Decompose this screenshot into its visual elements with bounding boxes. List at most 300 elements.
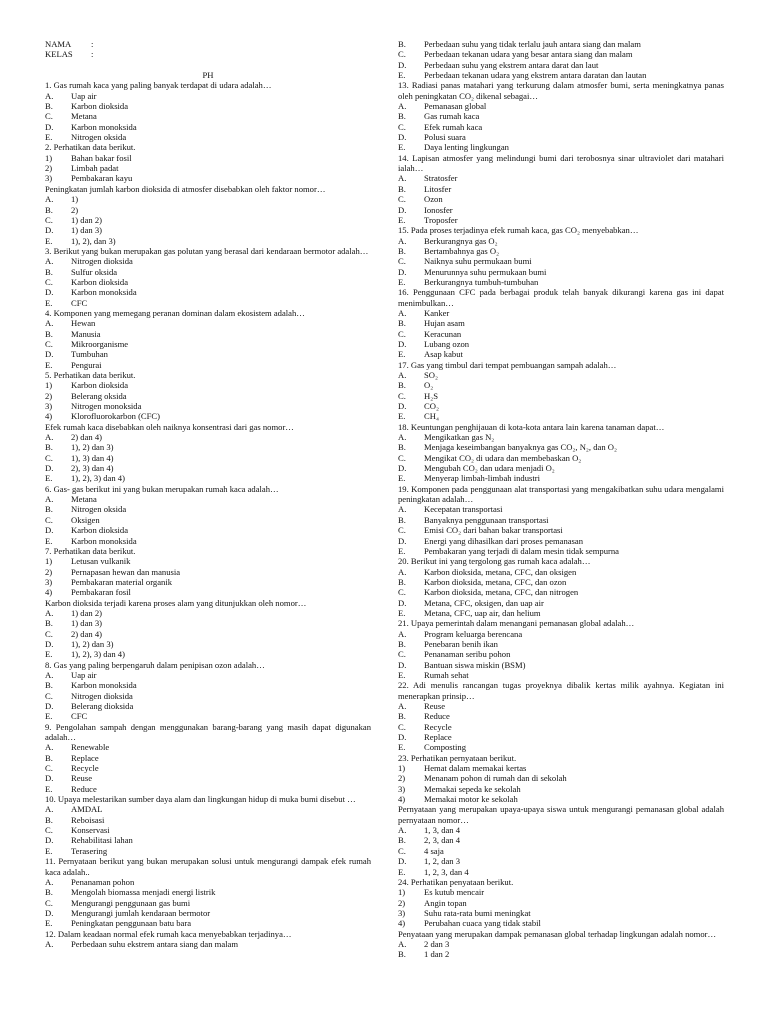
option-text: Metana xyxy=(71,111,97,122)
answer-option xyxy=(45,453,371,463)
answer-option xyxy=(45,236,371,246)
question-line: 1. Gas rumah kaca yang paling banyak terdapat di udara adalah… xyxy=(45,80,272,91)
answer-option xyxy=(398,370,724,380)
option-label: 3) xyxy=(398,907,406,918)
answer-option xyxy=(398,546,724,556)
answer-option xyxy=(45,784,371,794)
option-label: B. xyxy=(45,442,53,453)
option-label: A. xyxy=(398,825,407,836)
answer-option xyxy=(45,670,371,680)
answer-option xyxy=(398,391,724,401)
option-label: 3) xyxy=(45,401,53,412)
option-text: Troposfer xyxy=(424,214,458,225)
option-text: Mikroorganisme xyxy=(71,338,129,349)
answer-option xyxy=(45,711,371,721)
answer-option xyxy=(45,742,371,752)
answer-option xyxy=(398,908,724,918)
question-text xyxy=(45,660,371,670)
answer-option xyxy=(398,898,724,908)
option-label: 2) xyxy=(45,163,53,174)
answer-option xyxy=(45,391,371,401)
question-line: 23. Perhatikan pernyataan berikut. xyxy=(398,752,517,763)
answer-option xyxy=(398,453,724,463)
answer-option xyxy=(398,184,724,194)
option-label: E. xyxy=(45,235,53,246)
field-separator: : xyxy=(91,49,94,60)
option-label: 4) xyxy=(45,587,53,598)
answer-option xyxy=(398,773,724,783)
option-label: D. xyxy=(398,401,407,412)
field-separator: : xyxy=(91,39,94,49)
option-label: D. xyxy=(398,266,407,277)
answer-option xyxy=(45,556,371,566)
option-text: Karbon dioksida, metana, CFC, dan ozon xyxy=(424,576,567,587)
option-label: E. xyxy=(45,845,53,856)
option-text: Karbon monoksida xyxy=(71,680,137,691)
answer-option xyxy=(45,432,371,442)
question-line: Karbon dioksida terjadi karena proses alam yang ditunjukkan oleh nomor… xyxy=(45,597,307,608)
option-label: E. xyxy=(45,132,53,143)
answer-option xyxy=(398,194,724,204)
option-text: Uap air xyxy=(71,90,97,101)
option-label: D. xyxy=(398,535,407,546)
option-label: D. xyxy=(398,856,407,867)
option-text: 2), 3) dan 4) xyxy=(71,463,114,474)
option-text: Perbedaan suhu yang ekstrem antara darat dan laut xyxy=(424,59,599,70)
answer-option xyxy=(45,277,371,287)
option-text: Composting xyxy=(424,742,467,753)
answer-option xyxy=(45,442,371,452)
answer-option xyxy=(398,660,724,670)
question-line: 20. Berikut ini yang tergolong gas rumah kaca adalah… xyxy=(398,556,591,567)
option-label: D. xyxy=(45,773,54,784)
answer-option xyxy=(398,111,724,121)
option-text: 1, 2, dan 3 xyxy=(424,856,461,867)
option-text: Karbon dioksida xyxy=(71,380,129,391)
option-label: D. xyxy=(398,204,407,215)
answer-option xyxy=(398,887,724,897)
spacer xyxy=(45,60,371,70)
option-text: Keracunan xyxy=(424,328,462,339)
option-text: Menyerap limbah-limbah industri xyxy=(424,473,540,484)
paragraph-text: 11. Pernyataan berikut yang bukan merupakan solusi untuk mengurangi dampak efek rumah kaca adalah.. xyxy=(45,856,371,877)
option-label: E. xyxy=(398,214,406,225)
option-label: A. xyxy=(45,804,54,815)
option-text: Perubahan cuaca yang tidak stabil xyxy=(424,918,541,929)
option-text: Berkurangnya gas O₂ xyxy=(424,235,498,246)
option-text: Karbon dioksida xyxy=(71,525,129,536)
option-label: 2) xyxy=(45,390,53,401)
option-text: Pembakaran fosil xyxy=(71,587,131,598)
answer-option xyxy=(398,308,724,318)
option-text: Pemanasan global xyxy=(424,101,487,112)
question-text xyxy=(398,556,724,566)
option-label: C. xyxy=(398,452,406,463)
option-text: Polusi suara xyxy=(424,132,466,143)
option-text: Karbon dioksida, metana, CFC, dan nitrogen xyxy=(424,587,579,598)
option-label: C. xyxy=(398,390,406,401)
option-label: E. xyxy=(45,359,53,370)
answer-option xyxy=(45,804,371,814)
option-label: E. xyxy=(398,411,406,422)
option-label: D. xyxy=(398,338,407,349)
option-text: Rumah sehat xyxy=(424,669,469,680)
option-text: CH₄ xyxy=(424,411,439,422)
option-text: Mengurangi penggunaan gas bumi xyxy=(71,897,191,908)
option-text: Penanaman pohon xyxy=(71,876,135,887)
option-text: Menjaga keseimbangan banyaknya gas CO₂, N₂, dan O₂ xyxy=(424,442,617,453)
answer-option xyxy=(398,670,724,680)
option-text: Nitrogen monoksida xyxy=(71,401,142,412)
answer-option xyxy=(45,608,371,618)
option-label: D. xyxy=(45,287,54,298)
option-text: Reuse xyxy=(424,701,446,711)
option-label: E. xyxy=(398,473,406,484)
answer-option xyxy=(45,349,371,359)
answer-option xyxy=(45,411,371,421)
student-field xyxy=(45,39,371,49)
option-text: Sulfur oksida xyxy=(71,266,118,277)
question-line: 12. Dalam keadaan normal efek rumah kaca menyebabkan terjadinya… xyxy=(45,928,292,939)
option-label: C. xyxy=(45,276,53,287)
question-paragraph xyxy=(398,153,724,174)
answer-option xyxy=(398,349,724,359)
answer-option xyxy=(45,691,371,701)
answer-option xyxy=(45,939,371,949)
answer-option xyxy=(45,918,371,928)
option-label: A. xyxy=(398,307,407,318)
question-line: 17. Gas yang timbul dari tempat pembuangan sampah adalah… xyxy=(398,359,617,370)
option-text: Litosfer xyxy=(424,183,452,194)
option-text: Perbedaan tekanan udara yang ekstrem antara daratan dan lautan xyxy=(424,70,647,81)
question-paragraph xyxy=(45,856,371,877)
option-label: D. xyxy=(398,132,407,143)
question-text xyxy=(45,929,371,939)
paragraph-text: 13. Radiasi panas matahari yang terkurung dalam atmosfer bumi, serta meningkatnya panas oleh peningkatan CO₂ dikenal sebagai… xyxy=(398,80,724,101)
option-text: 1 dan 2 xyxy=(424,949,450,960)
option-label: 2) xyxy=(398,773,406,784)
option-label: A. xyxy=(45,494,54,505)
option-text: Pernapasan hewan dan manusia xyxy=(71,566,181,577)
answer-option xyxy=(398,142,724,152)
option-text: Klorofluorokarbon (CFC) xyxy=(71,411,161,422)
option-label: D. xyxy=(398,463,407,474)
answer-option xyxy=(398,267,724,277)
field-label: KELAS xyxy=(45,49,73,60)
option-text: Program keluarga berencana xyxy=(424,628,523,639)
option-label: A. xyxy=(398,173,407,184)
option-text: 1), 2) dan 3) xyxy=(71,442,114,453)
answer-option xyxy=(45,173,371,183)
option-label: E. xyxy=(398,866,406,877)
option-text: Recycle xyxy=(424,721,452,732)
question-line: 6. Gas- gas berikut ini yang bukan merupakan rumah kaca adalah… xyxy=(45,483,279,494)
option-text: Kanker xyxy=(424,307,450,318)
answer-option xyxy=(45,649,371,659)
option-text: Suhu rata-rata bumi meningkat xyxy=(424,907,531,918)
option-label: A. xyxy=(398,938,407,949)
answer-option xyxy=(45,629,371,639)
option-text: 1) dan 3) xyxy=(71,618,103,629)
option-label: C. xyxy=(398,525,406,536)
option-label: 4) xyxy=(398,918,406,929)
answer-option xyxy=(45,515,371,525)
option-text: Pembakaran material organik xyxy=(71,576,173,587)
option-text: Recycle xyxy=(71,763,99,774)
answer-option xyxy=(45,815,371,825)
option-text: 2, 3, dan 4 xyxy=(424,835,461,846)
option-label: C. xyxy=(45,111,53,122)
question-text xyxy=(398,618,724,628)
answer-option xyxy=(398,236,724,246)
option-text: O₂ xyxy=(424,380,434,391)
answer-option xyxy=(45,701,371,711)
question-text xyxy=(398,753,724,763)
section-title xyxy=(45,70,371,80)
option-label: C. xyxy=(45,897,53,908)
option-label: C. xyxy=(398,328,406,339)
option-text: Reduce xyxy=(71,783,97,794)
paragraph-text: Pernyataan yang merupakan upaya-upaya siswa untuk mengurangi pemanasan global adalah pernyataan nomor… xyxy=(398,804,724,825)
option-text: Es kutub mencair xyxy=(424,887,485,898)
option-label: B. xyxy=(398,638,406,649)
question-text xyxy=(45,598,371,608)
option-text: Karbon dioksida xyxy=(71,101,129,112)
option-label: A. xyxy=(45,432,54,443)
option-label: 4) xyxy=(398,794,406,805)
answer-option xyxy=(45,267,371,277)
option-text: Karbon dioksida, metana, CFC, dan oksigen xyxy=(424,566,577,577)
option-label: C. xyxy=(45,338,53,349)
option-label: A. xyxy=(45,318,54,329)
option-label: B. xyxy=(45,618,53,629)
option-text: Berkurangnya tumbuh-tumbuhan xyxy=(424,276,539,287)
option-text: 1) dan 2) xyxy=(71,607,103,618)
option-label: A. xyxy=(45,938,54,949)
option-label: D. xyxy=(45,525,54,536)
question-paragraph xyxy=(45,722,371,743)
option-label: 4) xyxy=(45,411,53,422)
answer-option xyxy=(398,432,724,442)
option-text: Belerang dioksida xyxy=(71,701,134,711)
option-text: Renewable xyxy=(71,742,110,753)
option-label: E. xyxy=(398,742,406,753)
option-label: C. xyxy=(45,514,53,525)
option-label: B. xyxy=(45,814,53,825)
option-text: Nitrogen oksida xyxy=(71,132,127,143)
option-text: Penanaman seribu pohon xyxy=(424,649,511,660)
answer-option xyxy=(398,318,724,328)
paragraph-text: 16. Penggunaan CFC pada berbagai produk telah banyak dikurangi karena gas ini dapat menimbulkan… xyxy=(398,287,724,308)
answer-option xyxy=(45,525,371,535)
option-text: H₂S xyxy=(424,390,438,401)
option-text: Metana, CFC, oksigen, dan uap air xyxy=(424,597,544,608)
option-text: Memakai motor ke sekolah xyxy=(424,794,518,805)
option-text: 1) dan 3) xyxy=(71,225,103,236)
option-text: Mengolah biomassa menjadi energi listrik xyxy=(71,887,216,898)
option-text: Letusan vulkanik xyxy=(71,556,131,567)
option-label: E. xyxy=(45,535,53,546)
option-label: 1) xyxy=(398,763,406,774)
question-line: 21. Upaya pemerintah dalam menangani pemanasan global adalah… xyxy=(398,618,635,629)
option-label: A. xyxy=(45,194,54,205)
answer-option xyxy=(45,618,371,628)
answer-option xyxy=(398,722,724,732)
answer-option xyxy=(45,298,371,308)
paragraph-text: 9. Pengolahan sampah dengan menggunakan barang-barang yang masih dapat digunakan adalah… xyxy=(45,721,371,743)
answer-option xyxy=(45,360,371,370)
option-label: D. xyxy=(398,732,407,743)
option-text: Efek rumah kaca xyxy=(424,121,483,132)
answer-option xyxy=(45,898,371,908)
option-text: Karbon monoksida xyxy=(71,535,137,546)
answer-option xyxy=(398,49,724,59)
option-label: C. xyxy=(398,649,406,660)
question-text xyxy=(45,422,371,432)
answer-option xyxy=(398,732,724,742)
answer-option xyxy=(45,215,371,225)
option-text: Naiknya suhu permukaan bumi xyxy=(424,256,532,267)
option-label: C. xyxy=(398,845,406,856)
answer-option xyxy=(398,60,724,70)
question-text xyxy=(45,484,371,494)
option-label: 1) xyxy=(45,556,53,567)
option-label: A. xyxy=(45,607,54,618)
option-text: 1), 2), dan 3) xyxy=(71,235,116,246)
option-label: B. xyxy=(398,835,406,846)
option-text: 2) dan 4) xyxy=(71,432,103,443)
question-text xyxy=(45,142,371,152)
option-label: B. xyxy=(398,111,406,122)
option-text: Kecepatan transportasi xyxy=(424,504,503,515)
question-line: 7. Perhatikan data berikut. xyxy=(45,545,136,556)
answer-option xyxy=(45,639,371,649)
option-label: B. xyxy=(45,504,53,515)
option-text: Nitrogen dioksida xyxy=(71,690,133,701)
option-text: Menanam pohon di rumah dan di sekolah xyxy=(424,773,567,784)
option-text: 1, 2, 3, dan 4 xyxy=(424,866,469,877)
option-text: Terasering xyxy=(71,845,108,856)
option-label: B. xyxy=(398,514,406,525)
option-label: A. xyxy=(45,669,54,680)
option-label: A. xyxy=(45,256,54,267)
answer-option xyxy=(398,742,724,752)
answer-option xyxy=(398,380,724,390)
option-text: Angin topan xyxy=(424,897,467,908)
answer-option xyxy=(45,194,371,204)
option-text: Hujan asam xyxy=(424,318,465,329)
option-text: Memakai sepeda ke sekolah xyxy=(424,783,521,794)
answer-option xyxy=(45,577,371,587)
answer-option xyxy=(398,939,724,949)
option-label: D. xyxy=(45,907,54,918)
option-label: B. xyxy=(398,442,406,453)
answer-option xyxy=(45,908,371,918)
option-label: B. xyxy=(398,183,406,194)
answer-option xyxy=(45,887,371,897)
answer-option xyxy=(45,536,371,546)
answer-option xyxy=(398,463,724,473)
option-text: 1, 3, dan 4 xyxy=(424,825,461,836)
question-text xyxy=(398,225,724,235)
answer-option xyxy=(398,411,724,421)
option-label: D. xyxy=(398,597,407,608)
option-text: Bantuan siswa miskin (BSM) xyxy=(424,659,526,670)
question-text xyxy=(45,308,371,318)
answer-option xyxy=(398,867,724,877)
option-text: Tumbuhan xyxy=(71,349,108,360)
question-paragraph xyxy=(398,484,724,505)
option-label: C. xyxy=(398,256,406,267)
left-column xyxy=(45,39,371,949)
answer-option xyxy=(398,629,724,639)
student-field xyxy=(45,49,371,59)
option-label: D. xyxy=(45,121,54,132)
answer-option xyxy=(398,711,724,721)
option-label: A. xyxy=(398,504,407,515)
answer-option xyxy=(45,287,371,297)
answer-option xyxy=(398,577,724,587)
answer-option xyxy=(398,587,724,597)
answer-option xyxy=(398,825,724,835)
answer-option xyxy=(45,753,371,763)
option-label: B. xyxy=(398,380,406,391)
option-text: Nitrogen dioksida xyxy=(71,256,133,267)
option-label: B. xyxy=(398,39,406,49)
option-text: Pengurai xyxy=(71,359,102,370)
question-paragraph xyxy=(45,246,371,256)
option-label: D. xyxy=(398,659,407,670)
paragraph-text: 19. Komponen pada penggunaan alat transportasi yang mengakibatkan suhu udara mengalami peningkatan adalah… xyxy=(398,483,724,505)
option-text: SO₂ xyxy=(424,370,438,380)
answer-option xyxy=(398,639,724,649)
option-label: A. xyxy=(45,90,54,101)
answer-option xyxy=(45,111,371,121)
answer-option xyxy=(45,463,371,473)
option-label: C. xyxy=(45,628,53,639)
option-label: C. xyxy=(45,825,53,836)
answer-option xyxy=(398,339,724,349)
option-label: E. xyxy=(45,649,53,660)
option-text: Rehabilitasi lahan xyxy=(71,835,133,846)
option-text: Karbon dioksida xyxy=(71,276,129,287)
right-column xyxy=(398,39,724,960)
option-label: D. xyxy=(45,638,54,649)
option-text: AMDAL xyxy=(71,804,103,815)
option-label: E. xyxy=(398,276,406,287)
answer-option xyxy=(398,835,724,845)
answer-option xyxy=(398,39,724,49)
option-text: Metana xyxy=(71,494,97,505)
option-label: D. xyxy=(398,59,407,70)
option-text: Reuse xyxy=(71,773,93,784)
option-text: Belerang oksida xyxy=(71,390,127,401)
answer-option xyxy=(398,608,724,618)
answer-option xyxy=(398,256,724,266)
question-line: Efek rumah kaca disebabkan oleh naiknya konsentrasi dari gas nomor… xyxy=(45,421,294,432)
paragraph-text: 10. Upaya melestarikan sumber daya alam dan lingkungan hidup di muka bumi disebut … xyxy=(45,794,356,805)
option-text: Perbedaan suhu ekstrem antara siang dan malam xyxy=(71,938,239,949)
option-label: A. xyxy=(398,566,407,577)
option-text: CO₂ xyxy=(424,401,439,412)
question-paragraph xyxy=(398,929,724,939)
answer-option xyxy=(45,256,371,266)
option-label: B. xyxy=(45,204,53,215)
question-line: 24. Perhatikan penyataan berikut. xyxy=(398,876,514,887)
option-text: Mengubah CO₂ dan udara menjadi O₂ xyxy=(424,463,555,474)
answer-option xyxy=(45,122,371,132)
option-label: E. xyxy=(398,669,406,680)
